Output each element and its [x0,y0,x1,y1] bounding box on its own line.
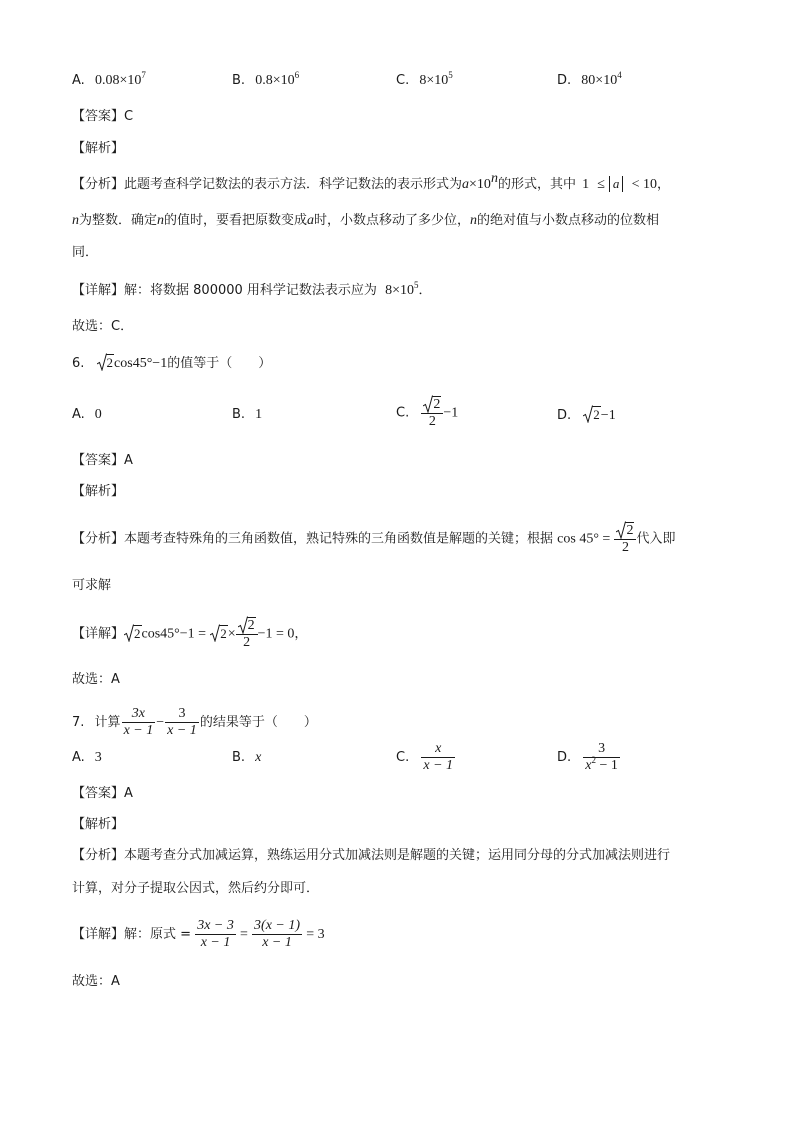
q7-option-d [557,741,620,774]
option-value: 0 [94,407,102,422]
option-label: A. [72,407,85,422]
option-fraction: $\frac{2}{2}$ [421,396,443,430]
q6-option-d: D. 2−1 [557,407,616,423]
option-fraction: $\frac{3}{x^2 - 1}$ [585,741,618,773]
fenxi-tag: 【分析】 [72,531,125,547]
option-label: A. [72,73,85,88]
option-label: B. [232,73,246,88]
option-value: $8\times 10^5$ [419,70,453,88]
question-number: 7. [72,715,85,730]
q7-stem: 7. 计算 $\frac{3x}{x - 1}$ − $\frac{3}{x - 1}$ 的结果等于（ ） [72,706,317,738]
answer-value: A [124,786,133,801]
q5-fenxi-line2: n为整数．确定n的值时，要看把原数变成a时，小数点移动了多少位，n的绝对值与小数点移动的位数相 [72,213,660,228]
q7-answer [72,785,133,803]
option-label: D. [557,408,572,423]
answer-tag: 【答案】 [72,453,125,468]
q7-detail: 【详解】解：原式 = $\frac{3x - 3}{x - 1}$ = $\frac{3(x - 1)}{x - 1}$ = 3 [72,918,325,950]
option-value: x [255,750,262,765]
option-fraction: $\frac{x}{x - 1}$ [423,741,454,773]
option-label: C. [396,73,410,88]
q7-choose: 故选：A [72,974,120,989]
q6-option-a [72,406,102,424]
q6-fenxi-line2: 可求解 [72,578,112,593]
q7-fenxi-line2: 计算，对分子提取公因式，然后约分即可． [72,881,320,896]
q6-stem: 6. 2cos45°−1的值等于（ ） [72,355,272,371]
option-value: 1 [255,407,263,422]
q5-option-c [396,72,453,90]
option-label: A. [72,750,85,765]
q5-detail: 【详解】解：将数据 800000 用科学记数法表示应为 $8\times 10^5$． [72,280,432,298]
q6-option-b [232,406,262,424]
detail-tag: 【详解】 [72,283,125,298]
q5-option-d [557,72,622,90]
q6-fenxi-line1: 【分析】本题考查特殊角的三角函数值，熟记特殊的三角函数值是解题的关键；根据 cos 45° = $\frac{2}{2}$ 代入即 [72,523,676,555]
q7-option-c [396,741,455,774]
detail-tag: 【详解】 [72,626,125,642]
option-value: $0.08\times 10^7$ [94,70,146,88]
q5-answer [72,108,133,126]
option-value: $0.8\times 10^6$ [255,70,300,88]
answer-value: C [124,109,134,124]
q7-fenxi-line1: 【分析】本题考查分式加减运算，熟练运用分式加减法则是解题的关键；运用同分母的分式加减法则进行 [72,848,671,863]
answer-value: A [124,453,133,468]
option-label: B. [232,750,246,765]
answer-tag: 【答案】 [72,109,125,124]
option-label: C. [396,750,410,765]
option-label: C. [396,405,410,421]
fenxi-tag: 【分析】 [72,848,125,863]
answer-tag: 【答案】 [72,786,125,801]
option-value: 3 [94,750,102,765]
question-number: 6. [72,356,85,371]
q6-detail: 【详解】 2cos45°−1 = 2× $\frac{2}{2}$ −1 = 0， [72,618,308,650]
q5-choose: 故选：C． [72,319,134,334]
fenxi-tag: 【分析】 [72,177,125,192]
q7-option-b [232,749,261,767]
q5-analysis-tag: 【解析】 [72,141,125,156]
q6-option-c: C. $\frac{2}{2}$ −1 [396,397,459,429]
q7-option-a [72,749,102,767]
q5-option-b [232,72,299,90]
sqrt-symbol: 2 [97,354,115,372]
option-label: D. [557,750,572,765]
q6-choose: 故选：A [72,672,120,687]
q5-fenxi-line1: 【分析】此题考查科学记数法的表示方法．科学记数法的表示形式为$a\times 10^n$的形式，其中 1 ≤ a < 10， [72,171,670,192]
q5-option-a [72,72,146,90]
option-label: B. [232,407,246,422]
option-label: D. [557,73,572,88]
q6-answer [72,452,133,470]
detail-tag: 【详解】 [72,927,125,942]
q6-analysis-tag: 【解析】 [72,484,125,499]
q7-analysis-tag: 【解析】 [72,817,125,832]
option-value: $80\times 10^4$ [581,70,622,88]
q5-fenxi-line3: 同． [72,245,99,260]
